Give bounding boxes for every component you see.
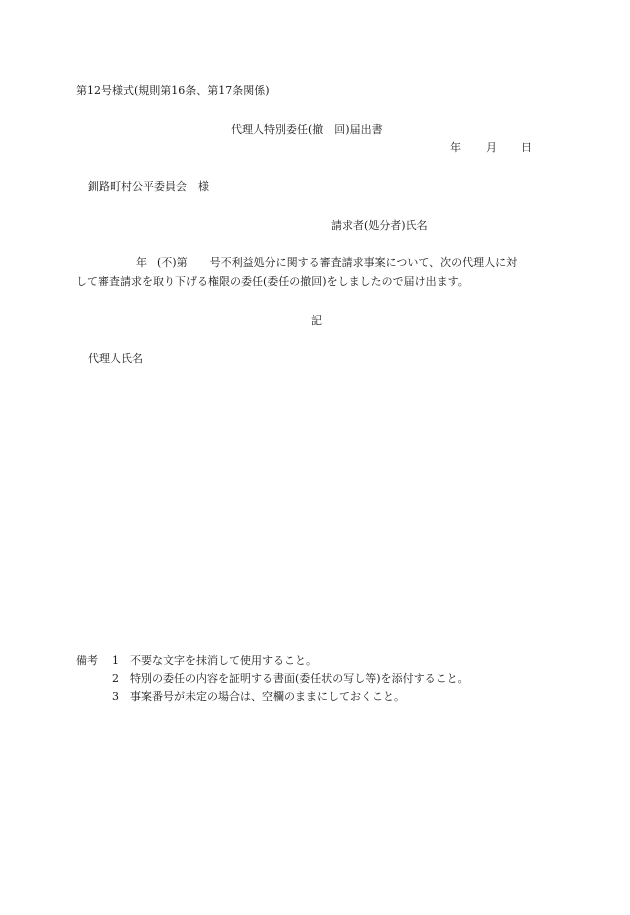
notes-heading: 備考 — [76, 654, 98, 667]
note-number: 2 — [112, 672, 119, 685]
body-kind-label: (不)第 — [157, 256, 188, 269]
date-year-label: 年 — [450, 141, 461, 154]
note-number: 1 — [112, 654, 119, 667]
body-line1-text: 号不利益処分に関する審査請求事案について、次の代理人に対 — [209, 256, 518, 269]
form-number: 第12号様式(規則第16条、第17条関係) — [76, 84, 270, 97]
requester-name-label: 請求者(処分者)氏名 — [331, 219, 428, 232]
note-text: 特別の委任の内容を証明する書面(委任状の写し等)を添付すること。 — [130, 672, 469, 685]
note-number: 3 — [112, 690, 119, 703]
agent-name-label: 代理人氏名 — [88, 352, 143, 365]
date-day-label: 日 — [521, 141, 532, 154]
body-year-label: 年 — [136, 256, 147, 269]
note-item-1 — [76, 654, 469, 672]
ki-heading: 記 — [311, 314, 322, 327]
document-title: 代理人特別委任(撤 回)届出書 — [231, 123, 383, 136]
notes-section — [76, 654, 469, 708]
body-paragraph-line2: して審査請求を取り下げる権限の委任(委任の撤回)をしましたので届け出ます。 — [76, 275, 469, 288]
note-text: 不要な文字を抹消して使用すること。 — [130, 654, 317, 667]
date-month-label: 月 — [486, 141, 497, 154]
addressee: 釧路町村公平委員会 様 — [88, 180, 209, 193]
note-item-3 — [76, 690, 469, 708]
note-text: 事案番号が未定の場合は、空欄のままにしておくこと。 — [130, 690, 405, 703]
note-item-2 — [76, 672, 469, 690]
body-paragraph-line1 — [136, 256, 517, 270]
